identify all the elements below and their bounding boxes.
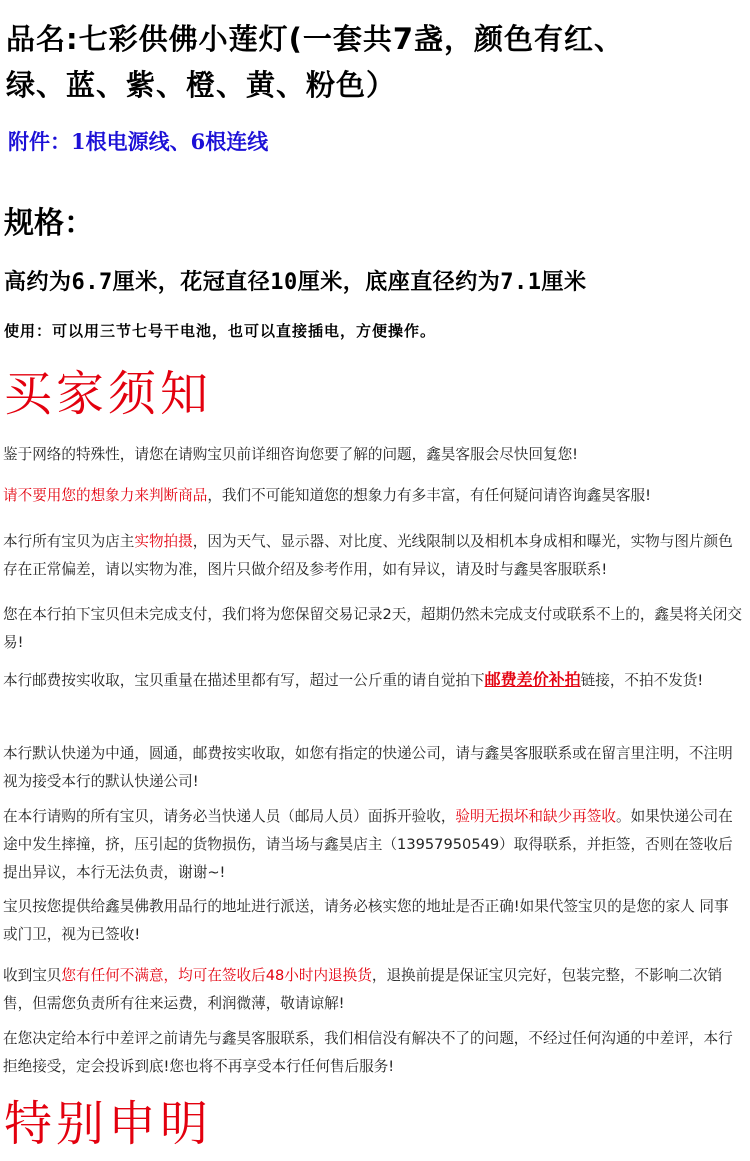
postage-diff-link[interactable]: 邮费差价补拍 (484, 670, 581, 689)
notice-paragraph-6: 本行默认快递为中通，圆通，邮费按实收取，如您有指定的快递公司，请与鑫昊客服联系或在留言里注明，不注明视为接受本行的默认快递公司! (3, 745, 733, 790)
highlight-text: 您有任何不满意，均可在签收后48小时内退换货 (61, 967, 372, 984)
notice-paragraph-8: 宝贝按您提供给鑫昊佛教用品行的地址进行派送，请务必核实您的地址是否正确!如果代签宝贝的是您的家人 同事 或门卫，视为已签收! (3, 898, 729, 943)
product-title-line1: 品名:七彩供佛小莲灯(一套共7盏，颜色有红、 (6, 22, 625, 56)
special-statement-heading: 特别申明 (4, 1096, 213, 1152)
notice-paragraph-7: 在本行请购的所有宝贝，请务必当快递人员（邮局人员）面拆开验收，验明无损坏和缺少再签收。如果快递公司在途中发生摔撞，挤，压引起的货物损伤，请当场与鑫昊店主（13957950549）取得联系，并拒签，否则在签收后提出异议，本行无法负责，谢谢~! (3, 808, 733, 881)
notice-paragraph-5: 本行邮费按实收取，宝贝重量在描述里都有写，超过一公斤重的请自觉拍下邮费差价补拍链接，不拍不发货! (3, 670, 704, 689)
accessory-text: 附件：1根电源线、6根连线 (8, 129, 269, 154)
notice-paragraph-1: 鉴于网络的特殊性，请您在请购宝贝前详细咨询您要了解的问题，鑫昊客服会尽快回复您! (3, 446, 579, 463)
notice-paragraph-3: 本行所有宝贝为店主实物拍摄，因为天气、显示器、对比度、光线限制以及相机本身成相和曝光，实物与图片颜色存在正常偏差，请以实物为准，图片只做介绍及参考作用，如有异议，请及时与鑫昊客服联系! (3, 533, 733, 578)
spec-heading: 规格： (4, 206, 94, 241)
spec-sizes: 高约为6.7厘米，花冠直径10厘米，底座直径约为7.1厘米 (4, 270, 587, 295)
highlight-text: 实物拍摄 (134, 533, 193, 550)
notice-paragraph-9: 收到宝贝您有任何不满意，均可在签收后48小时内退换货，退换前提是保证宝贝完好，包装完整，不影响二次销售，但需您负责所有往来运费，利润微薄，敬请谅解! (3, 967, 723, 1012)
notice-paragraph-4: 您在本行拍下宝贝但未完成支付，我们将为您保留交易记录2天，超期仍然未完成支付或联系不上的，鑫昊将关闭交易! (3, 606, 742, 651)
product-title-line2: 绿、蓝、紫、橙、黄、粉色） (6, 68, 397, 102)
buyer-notice-heading: 买家须知 (4, 366, 213, 422)
warning-text: 请不要用您的想象力来判断商品 (3, 487, 208, 504)
spec-usage: 使用：可以用三节七号干电池，也可以直接插电，方便操作。 (4, 322, 437, 340)
product-title (6, 16, 750, 108)
notice-paragraph-10: 在您决定给本行中差评之前请先与鑫昊客服联系，我们相信没有解决不了的问题，不经过任何沟通的中差评，本行拒绝接受，定会投诉到底!您也将不再享受本行任何售后服务! (3, 1030, 733, 1075)
highlight-text: 验明无损坏和缺少再签收 (455, 808, 616, 825)
notice-paragraph-2: 请不要用您的想象力来判断商品，我们不可能知道您的想象力有多丰富，有任何疑问请咨询鑫昊客服! (3, 487, 651, 504)
